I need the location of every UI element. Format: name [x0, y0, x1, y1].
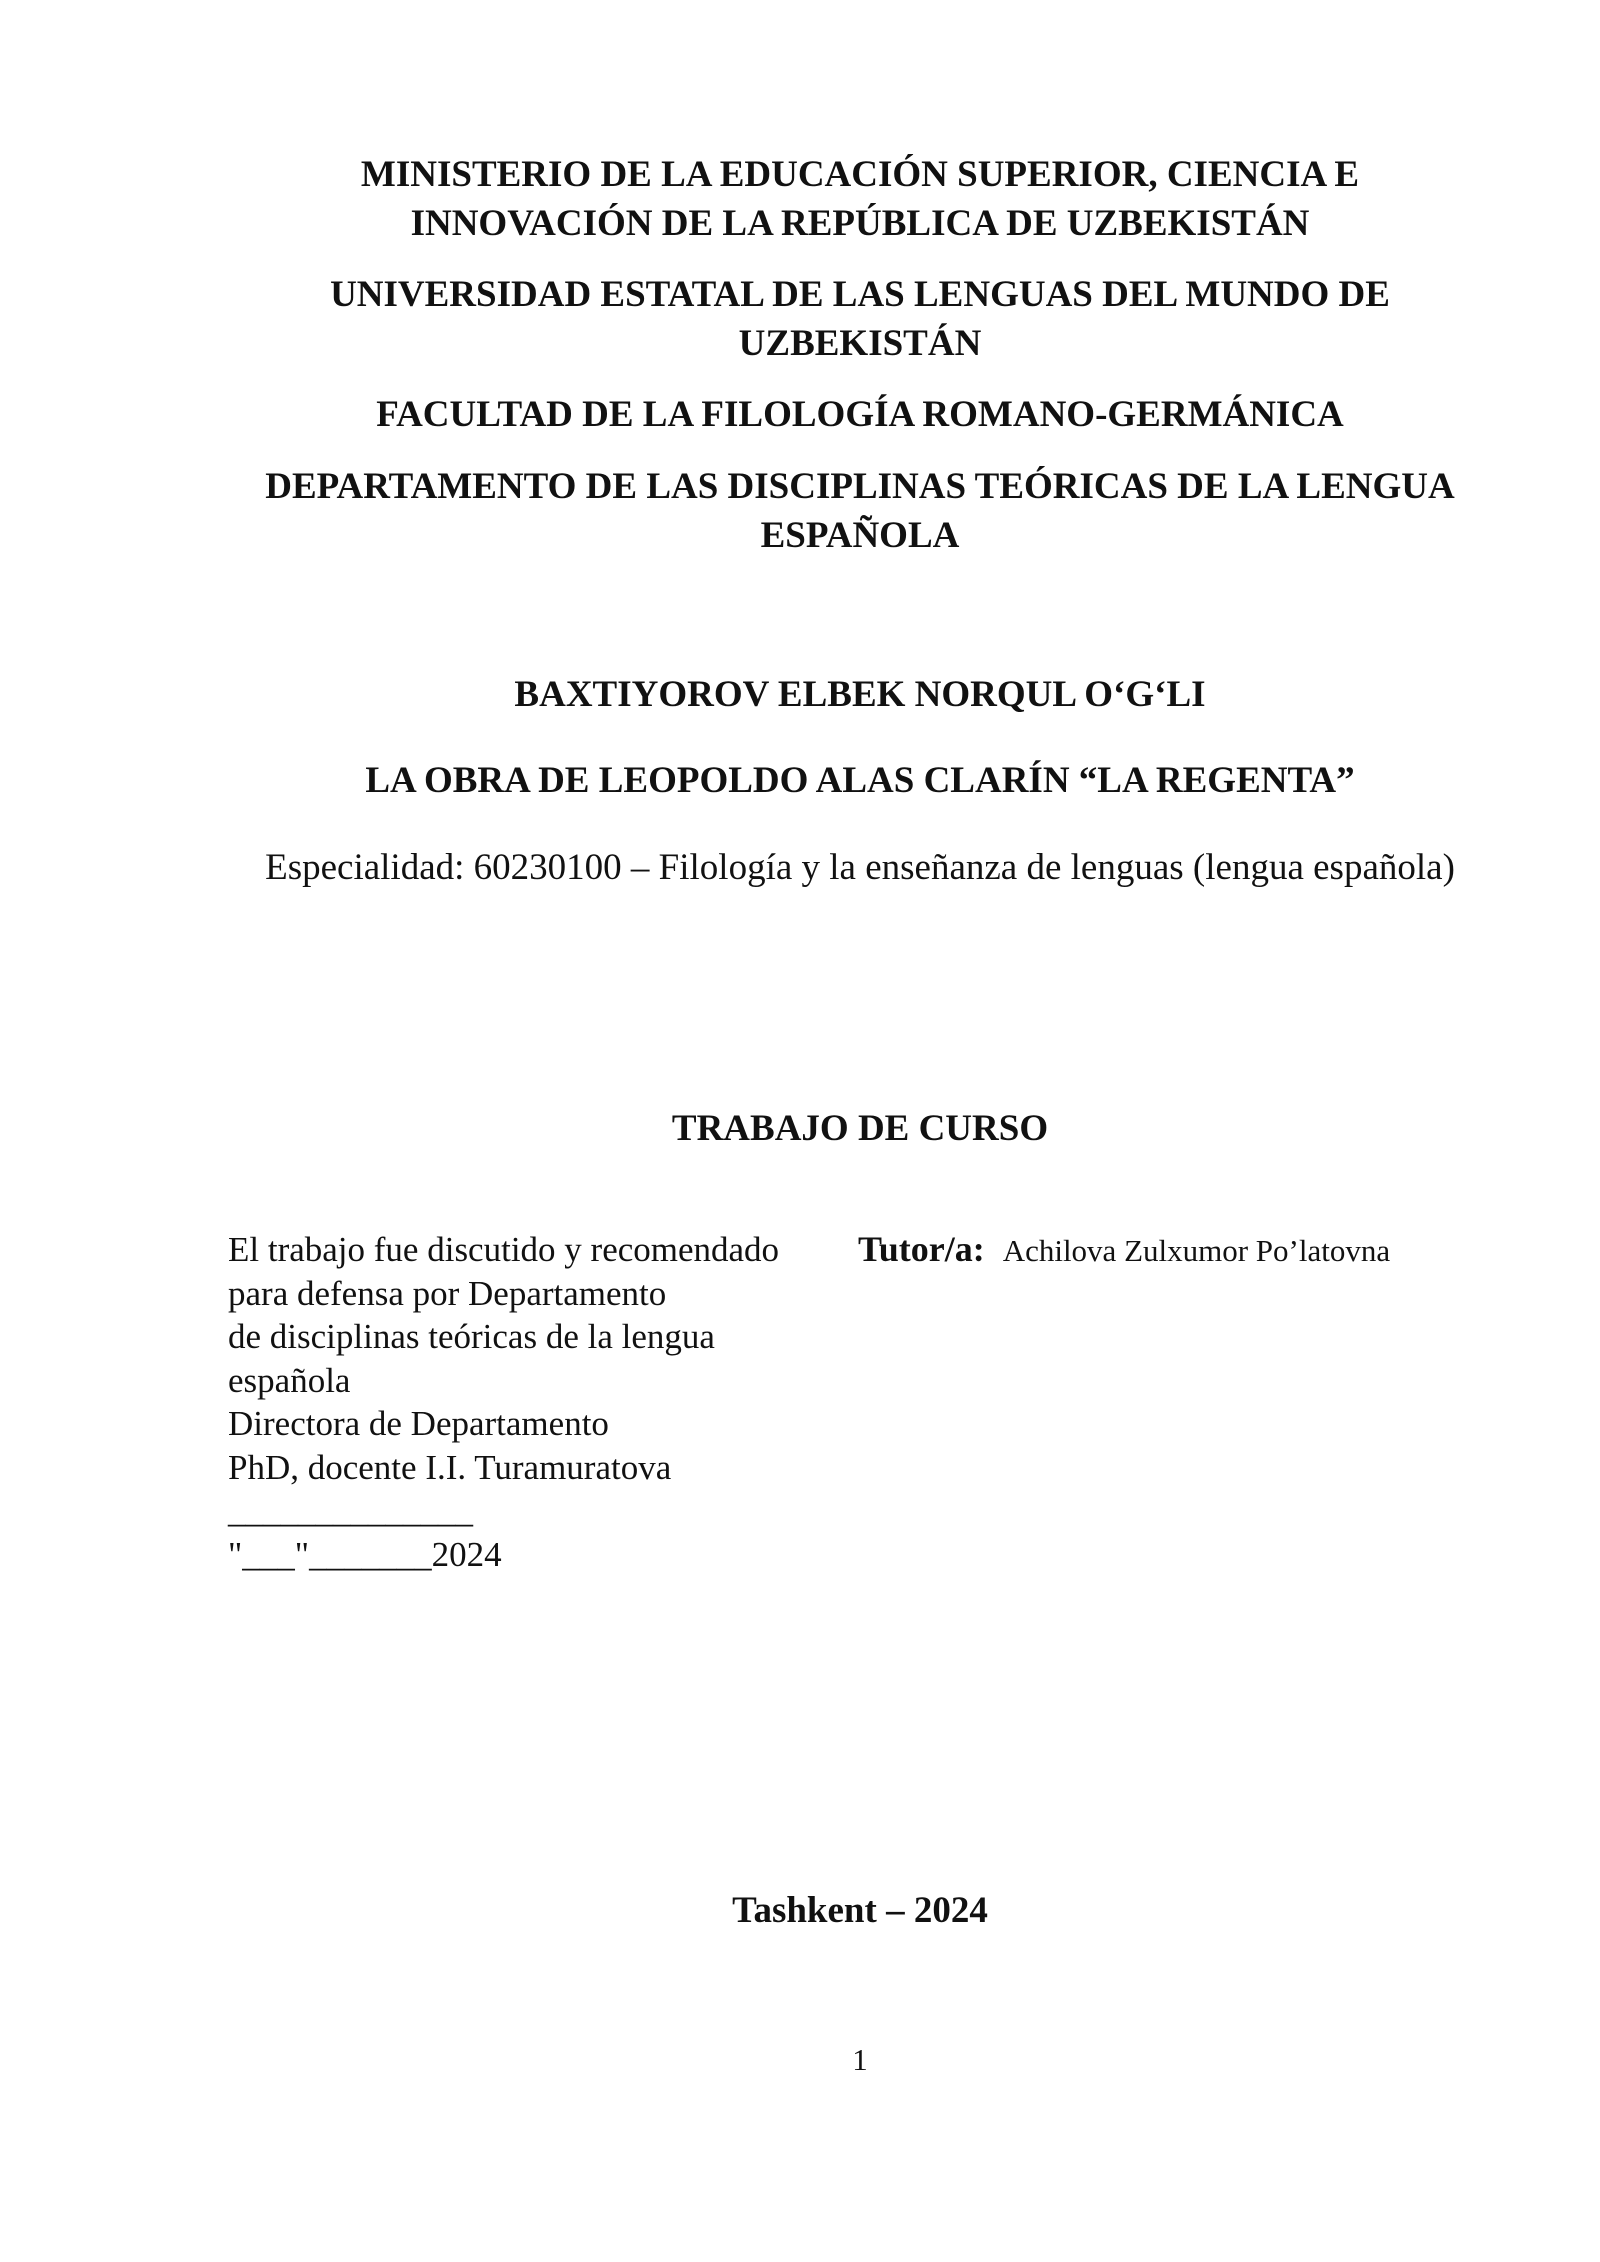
approval-line: para defensa por Departamento — [228, 1273, 667, 1313]
ministry-line-1: MINISTERIO DE LA EDUCACIÓN SUPERIOR, CIENCIA E — [360, 154, 1360, 195]
faculty-line: FACULTAD DE LA FILOLOGÍA ROMANO-GERMÁNICA — [376, 394, 1344, 435]
specialty — [200, 843, 1520, 892]
department-line-2: ESPAÑOLA — [760, 515, 960, 556]
specialty-text: Especialidad: 60230100 – Filología y la enseñanza de lenguas (lengua española) — [265, 847, 1455, 888]
tutor-label: Tutor/a: — [858, 1229, 985, 1269]
signature-line: ______________ — [228, 1491, 473, 1530]
approval-line: española — [228, 1360, 351, 1400]
university-line-2: UZBEKISTÁN — [738, 323, 982, 364]
place-year-text: Tashkent – 2024 — [732, 1890, 988, 1931]
work-title — [200, 756, 1520, 805]
approval-line: El trabajo fue discutido y recomendado — [228, 1230, 780, 1269]
tutor-name: Achilova Zulxumor Po’latovna — [1002, 1233, 1391, 1268]
department-line-1: DEPARTAMENTO DE LAS DISCIPLINAS TEÓRICAS DE LA LENGUA — [265, 466, 1455, 507]
faculty-heading — [200, 390, 1520, 439]
approval-line: de disciplinas teóricas de la lengua — [228, 1317, 715, 1356]
author-name-text: BAXTIYOROV ELBEK NORQUL O‘G‘LI — [514, 674, 1206, 715]
department-heading — [200, 462, 1520, 560]
approval-line: Directora de Departamento — [228, 1404, 609, 1443]
place-year — [200, 1886, 1520, 1935]
author-name — [200, 670, 1520, 719]
work-title-text: LA OBRA DE LEOPOLDO ALAS CLARÍN “LA REGENTA” — [365, 760, 1355, 801]
ministry-heading — [200, 150, 1520, 248]
approval-block — [228, 1228, 848, 1576]
page-number: 1 — [852, 2042, 868, 2077]
approval-line: PhD, docente I.I. Turamuratova — [228, 1447, 672, 1487]
university-heading — [200, 270, 1520, 368]
work-type — [200, 1104, 1520, 1153]
tutor-block — [858, 1228, 1390, 1270]
date-line: "___"_______2024 — [228, 1534, 502, 1574]
work-type-text: TRABAJO DE CURSO — [671, 1108, 1049, 1149]
ministry-line-2: INNOVACIÓN DE LA REPÚBLICA DE UZBEKISTÁN — [410, 203, 1310, 244]
university-line-1: UNIVERSIDAD ESTATAL DE LAS LENGUAS DEL MUNDO DE — [330, 274, 1390, 315]
